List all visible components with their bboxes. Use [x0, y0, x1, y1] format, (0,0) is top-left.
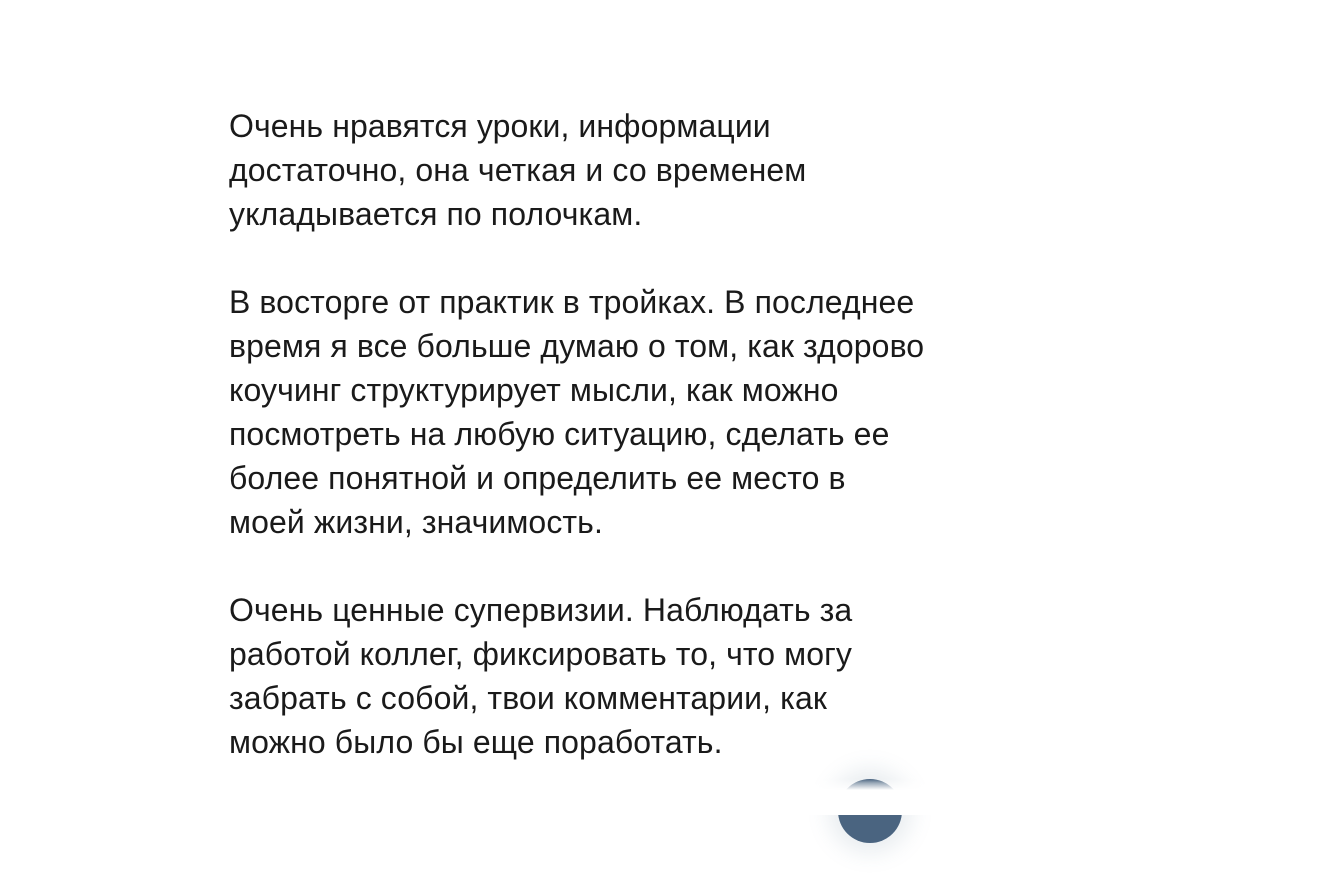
text-line: В восторге от практик в тройках. В последнее: [229, 284, 915, 320]
paragraph-1: [229, 104, 924, 236]
text-line: Очень ценные супервизии. Наблюдать за: [229, 592, 853, 628]
text-line: работой коллег, фиксировать то, что могу: [229, 636, 852, 672]
text-line: посмотреть на любую ситуацию, сделать ее: [229, 416, 890, 452]
text-line: коучинг структурирует мысли, как можно: [229, 372, 839, 408]
paragraph-2: [229, 280, 924, 544]
text-line: можно было бы еще поработать.: [229, 724, 723, 760]
text-line: забрать с собой, твои комментарии, как: [229, 680, 827, 716]
white-fade-overlay: [800, 779, 940, 815]
text-line: Очень нравятся уроки, информации: [229, 108, 771, 144]
testimonial-text: [229, 104, 924, 764]
text-line: укладывается по полочкам.: [229, 196, 643, 232]
paragraph-3: [229, 588, 924, 764]
avatar-peek-container: [800, 755, 940, 815]
text-line: более понятной и определить ее место в: [229, 460, 846, 496]
text-line: моей жизни, значимость.: [229, 504, 603, 540]
avatar-image: [838, 779, 902, 843]
text-line: время я все больше думаю о том, как здорово: [229, 328, 925, 364]
text-line: достаточно, она четкая и со временем: [229, 152, 807, 188]
